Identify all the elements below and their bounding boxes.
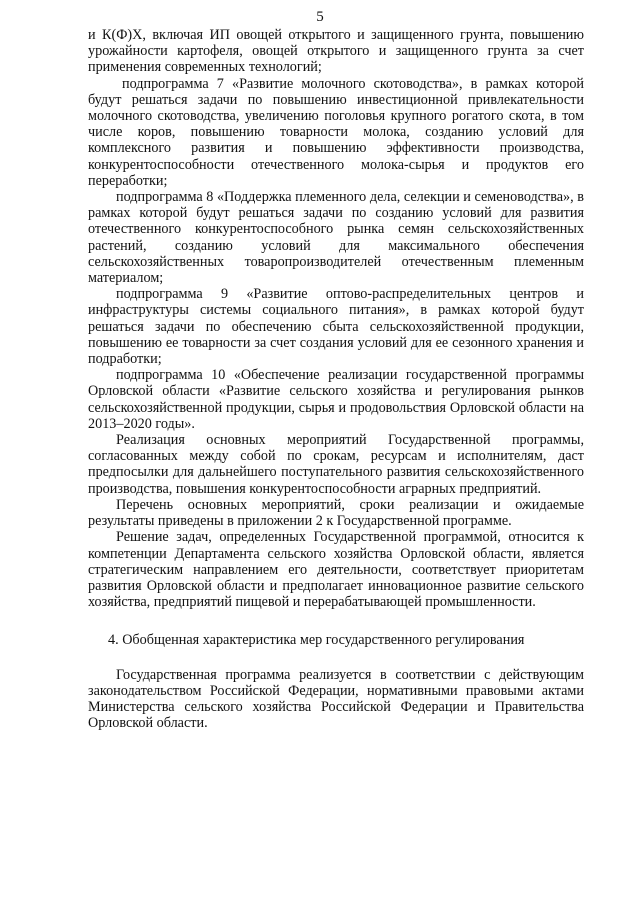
paragraph-subprogram-7: подпрограмма 7 «Развитие молочного скотоводства», в рамках которой будут решаться задачи по повышению инвестиционной привлекательности молочного скотоводства, увеличению поголовья крупного рогатого скота, в том числе коров, повышению товарности молока, созданию условий для комплексного развития и повышению эффективности производства, конкурентоспособности отечественного молока-сырья и продуктов его переработки; [88, 75, 584, 189]
paragraph-measures-list: Перечень основных мероприятий, сроки реализации и ожидаемые результаты приведены в приложении 2 к Государственной программе. [88, 496, 584, 530]
paragraph-subprogram-8: подпрограмма 8 «Поддержка племенного дела, селекции и семеноводства», в рамках которой будут решаться задачи по созданию условий для развития отечественного конкурентоспособного рынка семян сельскохозяйственных растений, созданию условий для максимального обеспечения сельскохозяйственных товаропроизводителей отечественным племенным материалом; [88, 189, 584, 287]
paragraph-subprogram-10: подпрограмма 10 «Обеспечение реализации государственной программы Орловской области «Развитие сельского хозяйства и регулирования рынков сельскохозяйственной продукции, сырья и продовольствия Орловской области на 2013–2020 годы». [88, 367, 584, 432]
paragraph-regulation: Государственная программа реализуется в соответствии с действующим законодательством Российской Федерации, нормативными правовыми актами Министерства сельского хозяйства Российской Федерации и Правительства Орловской области. [88, 666, 584, 732]
paragraph-continuation: и К(Ф)Х, включая ИП овощей открытого и защищенного грунта, повышению урожайности картофеля, овощей открытого и защищенного грунта за счет применения современных технологий; [88, 27, 584, 76]
section-heading: 4. Обобщенная характеристика мер государственного регулирования [108, 632, 525, 649]
document-body [88, 27, 584, 731]
page-number: 5 [316, 9, 324, 25]
paragraph-implementation: Реализация основных мероприятий Государственной программы, согласованных между собой по срокам, ресурсам и исполнителям, даст предпосылки для дальнейшего поступательного развития сельскохозяйственного производства, повышения конкурентоспособности аграрных предприятий. [88, 432, 584, 497]
paragraph-subprogram-9: подпрограмма 9 «Развитие оптово-распределительных центров и инфраструктуры системы социального питания», в рамках которой будут решаться задачи по обеспечению сбыта сельскохозяйственной продукции, повышению ее товарности за счет создания условий для ее сезонного хранения и подработки; [88, 286, 584, 368]
paragraph-competence: Решение задач, определенных Государственной программой, относится к компетенции Департамента сельского хозяйства Орловской области, является стратегическим направлением его деятельности, соответствует приоритетам развития Орловской области и предполагает инновационное развитие сельского хозяйства, предприятий пищевой и перерабатывающей промышленности. [88, 529, 584, 611]
